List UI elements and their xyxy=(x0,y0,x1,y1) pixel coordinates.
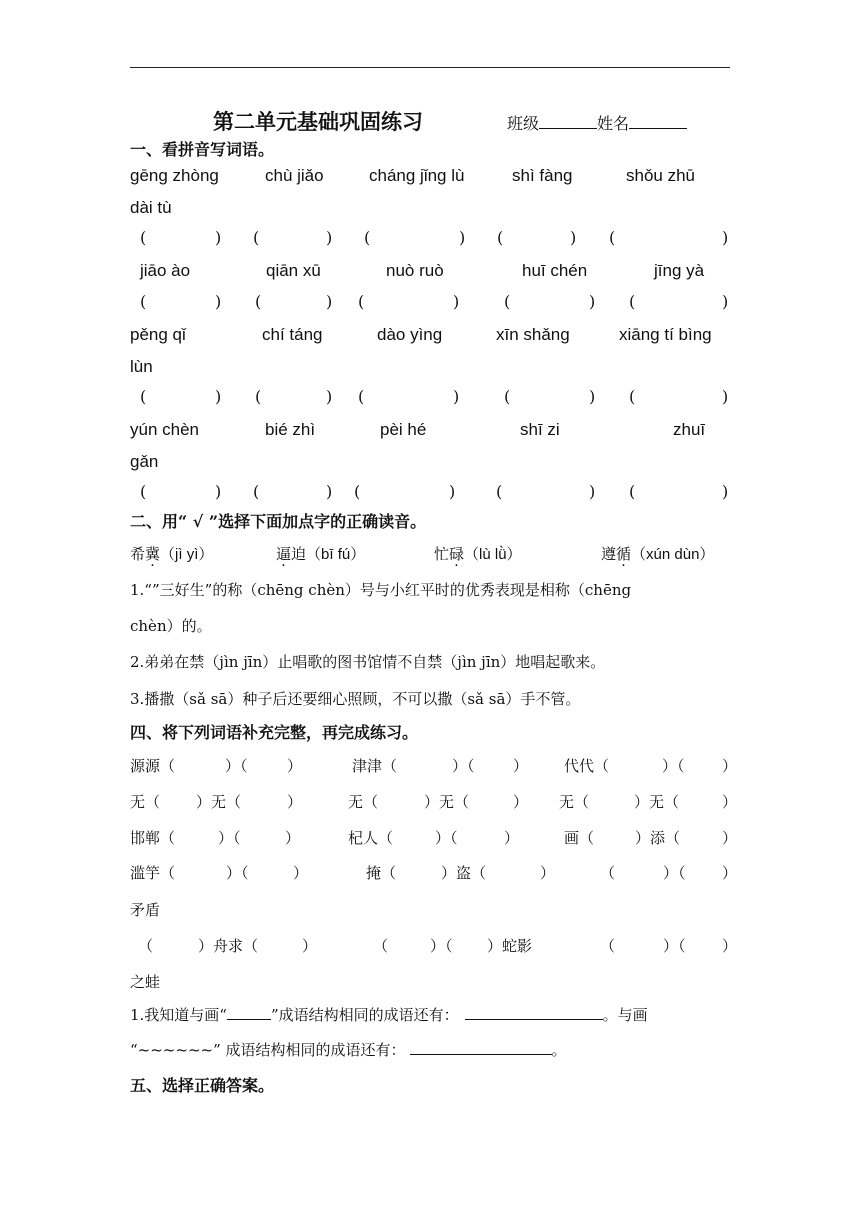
dotted-char: 循 xyxy=(616,545,632,563)
answer-blank[interactable] xyxy=(465,1005,603,1020)
answer-paren-open: ( xyxy=(504,387,511,406)
idiom-part: （ xyxy=(600,937,616,955)
page-title: 第二单元基础巩固练习 xyxy=(213,109,423,134)
pinyin-item: dào yìng xyxy=(377,325,443,344)
idiom-part: ）（ xyxy=(662,757,685,775)
idiom-part: ） xyxy=(302,937,318,955)
answer-paren-close: ) xyxy=(589,387,596,406)
answer-paren-open: ( xyxy=(364,228,371,247)
answer-paren-open: ( xyxy=(497,228,504,247)
top-rule xyxy=(130,67,730,68)
idiom-part: ） xyxy=(722,864,738,882)
pinyin-item: bié zhì xyxy=(265,420,316,439)
idiom-part: 无（ xyxy=(559,793,590,811)
reading-options[interactable]: （xún dùn） xyxy=(631,546,715,563)
idiom-part: ）无（ xyxy=(196,793,242,811)
reading-item-zunxun xyxy=(601,543,714,564)
answer-paren-open: ( xyxy=(255,292,262,311)
answer-paren-open: ( xyxy=(140,387,147,406)
idiom-part: ） xyxy=(513,793,529,811)
answer-paren-open: ( xyxy=(358,292,365,311)
idiom-part: ）（ xyxy=(225,757,248,775)
answer-paren-open: ( xyxy=(255,387,262,406)
answer-paren-open: ( xyxy=(629,292,636,311)
idiom-part: 代代（ xyxy=(564,757,610,775)
idiom-part: ）（ xyxy=(452,757,475,775)
answer-paren-close: ) xyxy=(215,228,222,247)
word-text: 迫 xyxy=(291,545,307,563)
idiom-part: ） xyxy=(504,829,520,847)
reading-item-bipo xyxy=(276,543,365,564)
idiom-part: ） xyxy=(722,793,738,811)
idiom-row-1 xyxy=(130,755,738,775)
answer-paren-close: ) xyxy=(589,292,596,311)
idiom-row-5-cont: 之蛙 xyxy=(130,973,161,991)
answer-paren-close: ) xyxy=(326,228,333,247)
idiom-part: ） xyxy=(285,829,301,847)
idiom-part: ） xyxy=(540,864,556,882)
pinyin-item: jīng yà xyxy=(654,261,705,280)
word-text: 忙 xyxy=(434,545,450,563)
answer-paren-close: ) xyxy=(326,482,333,501)
answer-paren-close: ) xyxy=(215,292,222,311)
answer-paren-close: ) xyxy=(570,228,577,247)
idiom-part: 邯郸（ xyxy=(130,829,176,847)
answer-paren-open: ( xyxy=(354,482,361,501)
pinyin-item: nuò ruò xyxy=(386,261,444,280)
q-text: 。 xyxy=(551,1041,567,1059)
q-text: “~~~~~~” 成语结构相同的成语还有： xyxy=(130,1041,406,1059)
reading-item-xiji xyxy=(130,543,213,564)
answer-paren-close: ) xyxy=(449,482,456,501)
answer-paren-close: ) xyxy=(589,482,596,501)
q-text: 1.我知道与画“ xyxy=(130,1006,227,1024)
reading-options[interactable]: （lù lǜ） xyxy=(464,546,522,563)
pinyin-item: yún chèn xyxy=(130,420,199,439)
pinyin-item: lùn xyxy=(130,357,153,376)
answer-paren-open: ( xyxy=(140,292,147,311)
answer-paren-open: ( xyxy=(504,292,511,311)
answer-paren-close: ) xyxy=(453,292,460,311)
answer-paren-close: ) xyxy=(326,387,333,406)
answer-paren-open: ( xyxy=(140,228,147,247)
q-text: 。与画 xyxy=(602,1006,648,1024)
pinyin-item: gēng zhòng xyxy=(130,166,219,185)
name-blank[interactable] xyxy=(629,114,687,129)
idiom-part: ） xyxy=(722,829,738,847)
answer-paren-close: ) xyxy=(722,292,729,311)
q-text: ”成语结构相同的成语还有： xyxy=(270,1006,459,1024)
pinyin-item: chí táng xyxy=(262,325,323,344)
sentence-2: 2.弟弟在禁（jìn jīn）止唱歌的图书馆情不自禁（jìn jīn）地唱起歌来。 xyxy=(130,653,606,671)
answer-paren-open: ( xyxy=(140,482,147,501)
class-blank[interactable] xyxy=(539,114,597,129)
idiom-part: （ xyxy=(373,937,389,955)
pinyin-item: gǎn xyxy=(130,452,159,471)
pinyin-item: shì fàng xyxy=(512,166,573,185)
sentence-3: 3.播撒（sǎ sā）种子后还要细心照顾，不可以撒（sǎ sā）手不管。 xyxy=(130,690,581,708)
idiom-part: （ xyxy=(138,937,154,955)
name-label: 姓名 xyxy=(597,114,630,133)
idiom-part: ）无（ xyxy=(424,793,470,811)
section4-heading: 四、将下列词语补充完整，再完成练习。 xyxy=(130,723,419,742)
idiom-question-line2 xyxy=(130,1039,567,1060)
idiom-part: ）蛇影 xyxy=(487,937,533,955)
sentence-1a: 1.“”三好生”的称（chēng chèn）号与小红平时的优秀表现是相称（chēng xyxy=(130,581,632,599)
idiom-part: ）添（ xyxy=(635,829,681,847)
idiom-part: ） xyxy=(287,757,303,775)
sentence-1b: chèn）的。 xyxy=(130,617,212,635)
answer-paren-close: ) xyxy=(722,387,729,406)
answer-paren-close: ) xyxy=(215,387,222,406)
dotted-char: 碌 xyxy=(449,545,465,563)
reading-options[interactable]: （bī fú） xyxy=(306,546,366,563)
reading-options[interactable]: （jì yì） xyxy=(160,546,214,563)
pinyin-item: qiān xū xyxy=(266,261,321,280)
idiom-part: ） xyxy=(722,757,738,775)
idiom-part: ） xyxy=(722,937,738,955)
pinyin-item: chù jiǎo xyxy=(265,166,324,185)
idiom-part: ）无（ xyxy=(634,793,680,811)
idiom-part: 津津（ xyxy=(352,757,398,775)
class-name-fields xyxy=(507,111,687,134)
idiom-part: 滥竽（ xyxy=(130,864,176,882)
answer-paren-open: ( xyxy=(609,228,616,247)
underline-sample xyxy=(227,1005,271,1020)
idiom-part: ） xyxy=(293,864,309,882)
section2-heading: 二、用“ √ ”选择下面加点字的正确读音。 xyxy=(130,512,427,531)
pinyin-item: cháng jǐng lù xyxy=(369,166,465,185)
section5-heading: 五、选择正确答案。 xyxy=(130,1076,275,1095)
pinyin-item: shī zi xyxy=(520,420,560,439)
idiom-part: 源源（ xyxy=(130,757,176,775)
idiom-part: ）（ xyxy=(226,864,249,882)
answer-paren-close: ) xyxy=(215,482,222,501)
reading-item-manglu xyxy=(434,543,522,564)
answer-paren-open: ( xyxy=(358,387,365,406)
idiom-part: 掩（ xyxy=(366,864,397,882)
idiom-part: ）（ xyxy=(663,937,686,955)
idiom-part: 无（ xyxy=(130,793,161,811)
idiom-part: 画（ xyxy=(564,829,595,847)
class-label: 班级 xyxy=(507,114,540,133)
answer-paren-open: ( xyxy=(629,482,636,501)
answer-paren-close: ) xyxy=(722,482,729,501)
pinyin-item: huī chén xyxy=(522,261,588,280)
dotted-char: 冀 xyxy=(145,545,161,563)
pinyin-item: pèi hé xyxy=(380,420,427,439)
answer-paren-open: ( xyxy=(496,482,503,501)
section1-heading: 一、看拼音写词语。 xyxy=(130,140,275,159)
answer-paren-close: ) xyxy=(459,228,466,247)
pinyin-item: zhuī xyxy=(673,420,706,439)
pinyin-item: pěng qǐ xyxy=(130,325,186,344)
idiom-part: ）（ xyxy=(218,829,241,847)
answer-paren-close: ) xyxy=(453,387,460,406)
idiom-part: 无（ xyxy=(348,793,379,811)
idiom-part: ）（ xyxy=(663,864,686,882)
idiom-part: ）（ xyxy=(430,937,453,955)
pinyin-item: shǒu zhū xyxy=(626,166,695,185)
idiom-row-2 xyxy=(130,791,738,811)
idiom-part: 杞人（ xyxy=(348,829,394,847)
idiom-part: ）盗（ xyxy=(441,864,487,882)
word-text: 希 xyxy=(130,545,146,563)
word-text: 遵 xyxy=(601,545,617,563)
idiom-part: ） xyxy=(287,793,303,811)
idiom-question-line1 xyxy=(130,1004,648,1025)
answer-blank[interactable] xyxy=(410,1040,552,1055)
answer-paren-open: ( xyxy=(253,228,260,247)
answer-paren-open: ( xyxy=(253,482,260,501)
pinyin-item: jiāo ào xyxy=(140,261,191,280)
answer-paren-open: ( xyxy=(629,387,636,406)
answer-paren-close: ) xyxy=(722,228,729,247)
dotted-char: 逼 xyxy=(276,545,292,563)
idiom-part: （ xyxy=(600,864,616,882)
idiom-part: ）舟求（ xyxy=(198,937,259,955)
pinyin-item: dài tù xyxy=(130,198,172,217)
idiom-row-4-cont: 矛盾 xyxy=(130,901,161,919)
idiom-part: ）（ xyxy=(435,829,458,847)
pinyin-item: xiāng tí bìng xyxy=(619,325,712,344)
pinyin-item: xīn shǎng xyxy=(496,325,570,344)
answer-paren-close: ) xyxy=(326,292,333,311)
idiom-part: ） xyxy=(513,757,529,775)
